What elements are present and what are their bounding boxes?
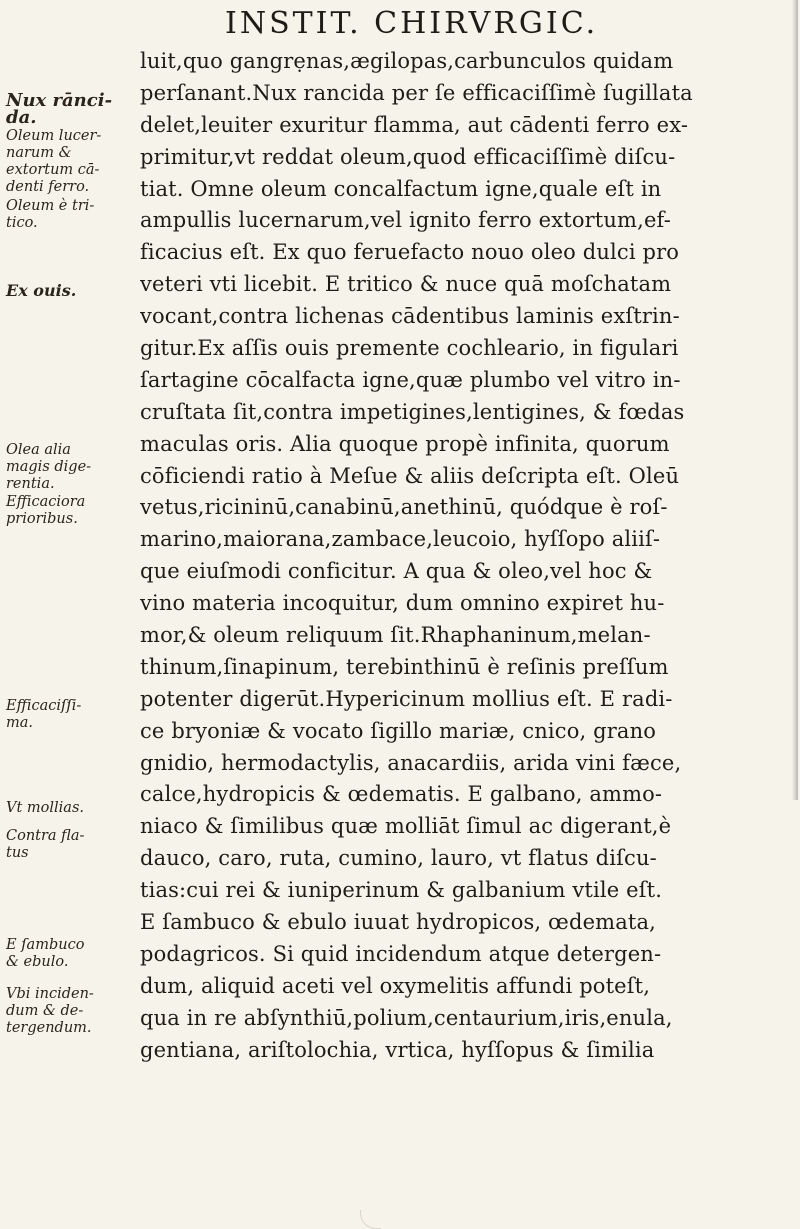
text-line: potenter digerūt.Hypericinum mollius eſt. E radi-	[140, 686, 673, 711]
margin-note-line: Efficaciſſi-	[6, 698, 82, 714]
text-line: calce,hydropicis & œdematis. E galbano, ammo-	[140, 782, 663, 807]
text-line: tiat. Omne oleum concalfactum igne,quale eſt in	[140, 176, 662, 201]
text-line: tias:cui rei & iuniperinum & galbanium vtile eſt.	[140, 878, 663, 903]
margin-note-vbi-incidendum	[6, 986, 138, 1037]
margin-note-line: Ex ouis.	[6, 281, 77, 300]
text-line: perſanant.Nux rancida per ſe efficaciſſimè ſugillata	[140, 80, 693, 105]
margin-note-line: Olea alia	[6, 442, 71, 458]
text-line: ampullis lucernarum,vel ignito ferro extortum,ef-	[140, 208, 671, 233]
margin-note-line: & ebulo.	[6, 954, 69, 970]
margin-note-line: dum & de-	[6, 1003, 84, 1019]
text-line: que eiuſmodi conficitur. A qua & oleo,vel hoc &	[140, 559, 653, 584]
margin-note-line: Nux rānci-	[6, 90, 113, 111]
margin-note-line: ma.	[6, 715, 34, 731]
margin-note-line: Vbi inciden-	[6, 986, 94, 1002]
margin-note-line: narum &	[6, 145, 72, 161]
margin-note-line: Oleum lucer-	[6, 128, 102, 144]
text-line: mor,& oleum reliquum ſit.Rhaphaninum,melan-	[140, 623, 651, 648]
margin-note-line: E ſambuco	[6, 937, 85, 953]
text-line: delet,leuiter exuritur flamma, aut cādenti ferro ex-	[140, 112, 689, 137]
ink-blot-mark	[360, 1210, 381, 1229]
text-line: niaco & ſimilibus quæ molliāt ſimul ac digerant,ѐ	[140, 814, 672, 839]
margin-note-ex-ouis	[6, 282, 138, 299]
margin-note-line: Efficaciora	[6, 494, 86, 510]
margin-note-line: tico.	[6, 215, 38, 231]
margin-note-line: da.	[6, 107, 37, 128]
margin-note-vt-mollias	[6, 800, 138, 817]
margin-note-nux-rancida	[6, 92, 138, 126]
text-line: ficacius eſt. Ex quo feruefacto nouo oleo dulci pro	[140, 240, 680, 265]
margin-note-line: Oleum è tri-	[6, 198, 95, 214]
text-line: primitur,vt reddat oleum,quod efficaciſſimè diſcu-	[140, 144, 676, 169]
margin-note-olea-alia	[6, 442, 138, 493]
margin-note-oleum-lucernarum	[6, 128, 138, 196]
text-line: podagricos. Si quid incidendum atque detergen-	[140, 941, 662, 966]
text-line: gnidio, hermodactylis, anacardiis, arida vini fæce,	[140, 750, 682, 775]
margin-note-e-sambuco	[6, 937, 138, 971]
text-line: vocant,contra lichenas cādentibus laminis exſtrin-	[140, 304, 680, 329]
margin-note-line: tus	[6, 845, 29, 861]
text-line: E ſambuco & ebulo iuuat hydropicos, œdemata,	[140, 910, 656, 935]
text-line: cōficiendi ratio à Meſue & aliis deſcripta eſt. Oleū	[140, 463, 680, 488]
text-line: maculas oris. Alia quoque propè infinita, quorum	[140, 431, 670, 456]
text-line: gentiana, ariſtolochia, vrtica, hyſſopus & ſimilia	[140, 1037, 655, 1062]
text-line: vetus,ricininū,canabinū,anethinū, quódque è roſ-	[140, 495, 668, 520]
margin-note-line: extortum cā-	[6, 162, 100, 178]
text-line: luit,quo gangrẹnas,ægilopas,carbunculos quidam	[140, 49, 674, 73]
text-line: thinum,ſinapinum, terebinthinū è reſinis preſſum	[140, 654, 669, 679]
text-line: qua in re abſynthiū,polium,centaurium,iris,enula,	[140, 1005, 673, 1030]
text-line: vino materia incoquitur, dum omnino expiret hu-	[140, 591, 665, 616]
margin-note-line: Contra fla-	[6, 828, 85, 844]
margin-note-line: rentia.	[6, 476, 55, 492]
margin-note-oleum-tritico	[6, 198, 138, 232]
text-line: veteri vti licebit. E tritico & nuce quā moſchatam	[140, 272, 672, 297]
margin-note-contra-flatus	[6, 828, 138, 862]
text-line: gitur.Ex aſſis ouis premente cochleario, in figulari	[140, 336, 679, 361]
margin-note-line: Vt mollias.	[6, 800, 84, 816]
text-line: cruſtata ſit,contra impetigines,lentigines, & fœdas	[140, 399, 685, 424]
margin-note-line: prioribus.	[6, 511, 78, 527]
text-line: dauco, caro, ruta, cumino, lauro, vt flatus diſcu-	[140, 846, 657, 871]
text-line: ſartagine cōcalfacta igne,quæ plumbo vel vitro in-	[140, 367, 681, 392]
text-line: ce bryoniæ & vocato ſigillo mariæ, cnico, grano	[140, 718, 657, 743]
text-line: dum, aliquid aceti vel oxymelitis affundi poteſt,	[140, 973, 651, 998]
text-line: marino,maiorana,zambace,leucoio, hyſſopo aliiſ-	[140, 527, 661, 552]
main-text-column	[140, 46, 795, 1067]
margin-note-line: magis dige-	[6, 459, 92, 475]
running-head: INSTIT. CHIRVRGIC.	[225, 6, 599, 41]
margin-note-line: denti ferro.	[6, 179, 90, 195]
margin-note-line: tergendum.	[6, 1020, 92, 1036]
margin-note-efficacissima	[6, 698, 138, 732]
margin-note-efficaciora	[6, 494, 138, 528]
